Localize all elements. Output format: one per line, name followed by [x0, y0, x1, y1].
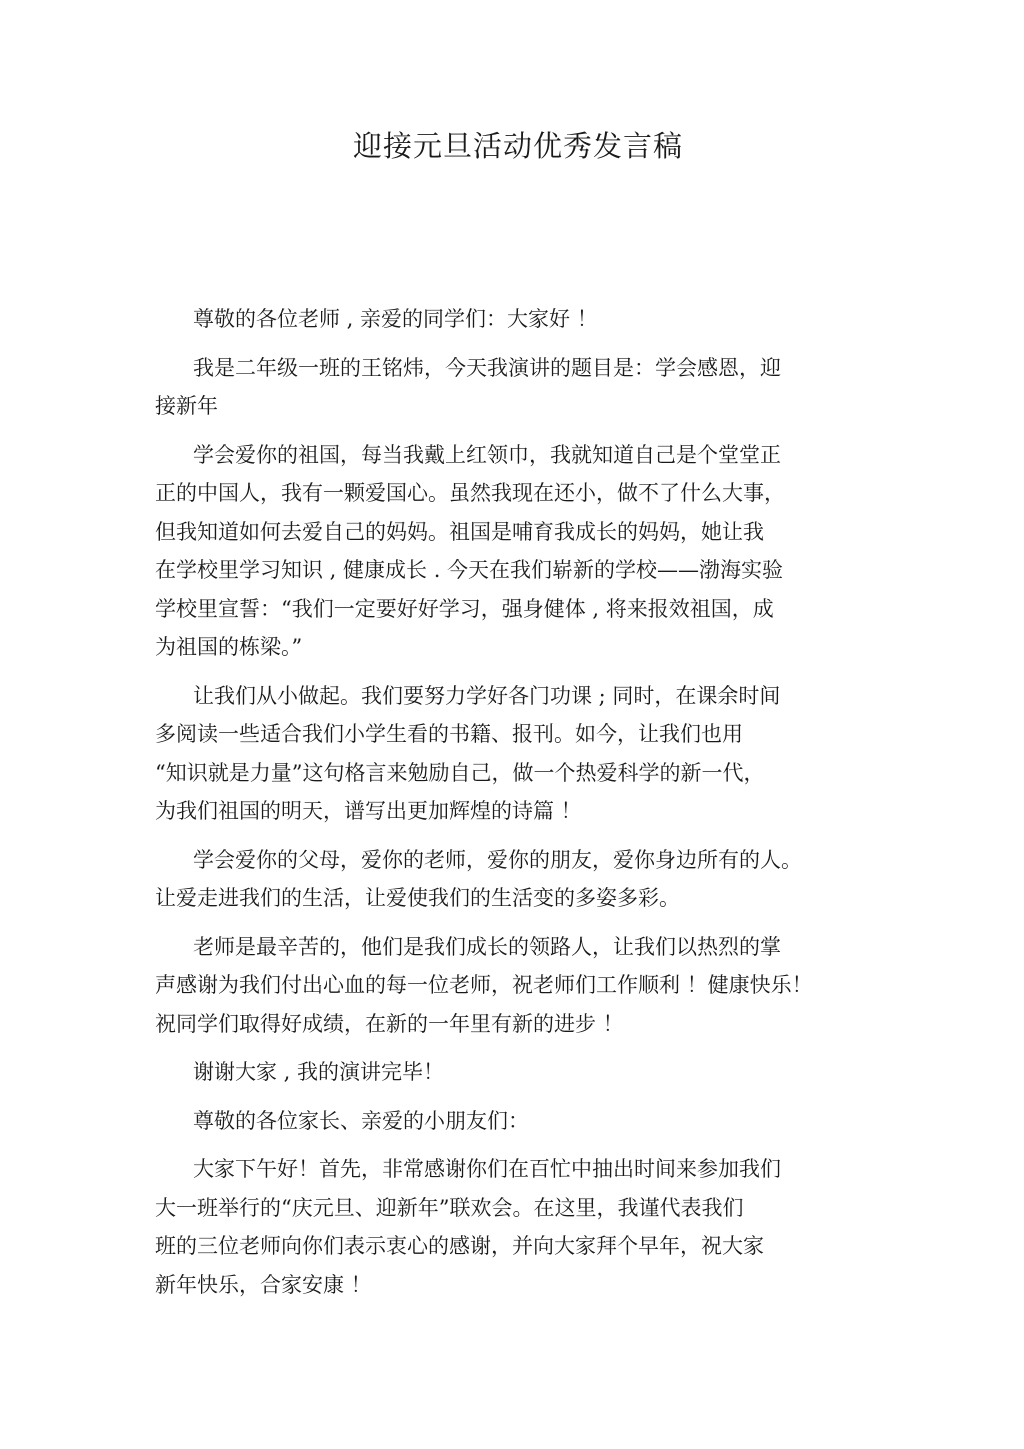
paragraph-line: 我是二年级一班的王铭炜，今天我演讲的题目是：学会感恩，迎	[193, 355, 781, 380]
paragraph-line: 大家下午好！首先，非常感谢你们在百忙中抽出时间来参加我们	[193, 1157, 781, 1181]
paragraph-line: 多阅读一些适合我们小学生看的书籍、报刊。如今，让我们也用	[155, 722, 743, 746]
paragraph-line: 但我知道如何去爱自己的妈妈。祖国是哺育我成长的妈妈，她让我	[155, 519, 764, 544]
paragraph-line: 学会爱你的祖国，每当我戴上红领巾，我就知道自己是个堂堂正	[193, 442, 781, 467]
paragraph-teachers	[155, 928, 895, 1044]
paragraph-thanks	[155, 1053, 895, 1092]
paragraph-line: 谢谢大家 , 我的演讲完毕！	[193, 1060, 445, 1084]
paragraph-welcome	[155, 1150, 895, 1304]
paragraph-motherland	[155, 436, 895, 667]
paragraph-line: 尊敬的各位家长、亲爱的小朋友们：	[193, 1108, 529, 1133]
paragraph-intro	[155, 349, 895, 426]
paragraph-line: 学会爱你的父母，爱你的老师，爱你的朋友，爱你身边所有的人。	[193, 847, 802, 872]
paragraph-line: 大一班举行的“庆元旦、迎新年”联欢会。在这里，我谨代表我们	[155, 1195, 744, 1220]
paragraph-line: 新年快乐，合家安康 ！	[155, 1272, 372, 1297]
paragraph-line: 在学校里学习知识 , 健康成长 . 今天在我们崭新的学校——渤海实验	[155, 558, 784, 582]
paragraph-line: 让爱走进我们的生活，让爱使我们的生活变的多姿多彩。	[155, 886, 680, 910]
paragraph-greeting	[155, 300, 895, 339]
paragraph-line: 学校里宣誓：“我们一定要好好学习，强身健体 , 将来报效祖国，成	[155, 596, 774, 621]
paragraph-line: 为祖国的栋梁。”	[155, 635, 303, 659]
document-body	[155, 300, 895, 1304]
paragraph-line: 接新年	[155, 394, 218, 418]
paragraph-line: 声感谢为我们付出心血的每一位老师，祝老师们工作顺利 ！健康快乐！	[155, 973, 813, 997]
paragraph-line: 让我们从小做起。我们要努力学好各门功课 ; 同时，在课余时间	[193, 683, 781, 708]
paragraph-line: 尊敬的各位老师 , 亲爱的同学们：大家好 ！	[193, 307, 598, 331]
paragraph-line: 为我们祖国的明天，谱写出更加辉煌的诗篇 ！	[155, 799, 582, 823]
paragraph-line: “知识就是力量”这句格言来勉励自己，做一个热爱科学的新一代，	[155, 760, 765, 785]
paragraph-line: 正的中国人，我有一颗爱国心。虽然我现在还小，做不了什么大事，	[155, 481, 785, 505]
document-title: 迎接元旦活动优秀发言稿	[352, 129, 683, 163]
paragraph-line: 班的三位老师向你们表示衷心的感谢，并向大家拜个早年，祝大家	[155, 1234, 764, 1258]
paragraph-love	[155, 841, 895, 918]
paragraph-study	[155, 677, 895, 831]
paragraph-parents-greeting	[155, 1102, 895, 1141]
paragraph-line: 祝同学们取得好成绩，在新的一年里有新的进步 ！	[155, 1011, 624, 1036]
paragraph-line: 老师是最辛苦的，他们是我们成长的领路人，让我们以热烈的掌	[193, 934, 781, 959]
